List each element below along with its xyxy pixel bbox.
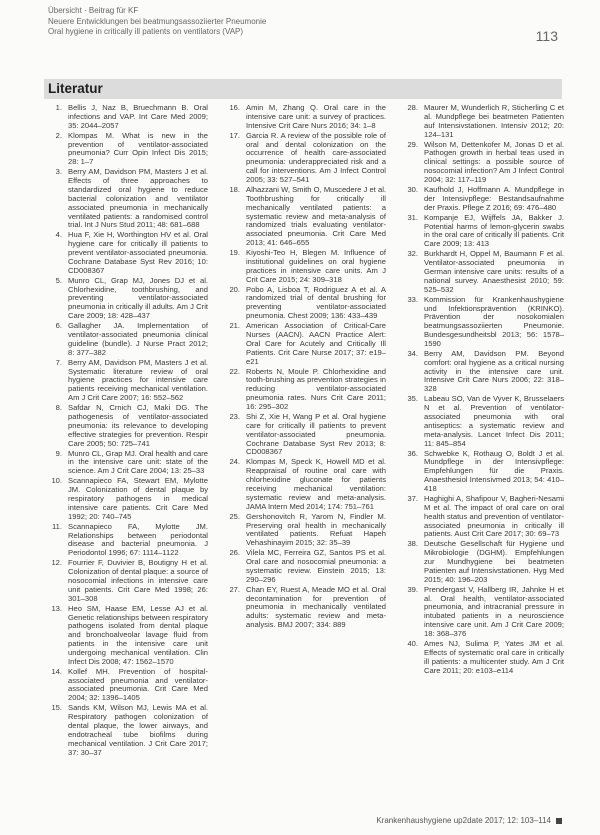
header-line-3: Oral hygiene in critically ill patients on ventilators (VAP)	[48, 27, 244, 36]
section-banner	[44, 79, 562, 99]
reference-text: Munro CL, Grap MJ, Jones DJ et al. Chlorhexidine, toothbrushing, and preventing ventilator-associated pneumonia in critically ill adults. Am J Crit Care 2009; 18: 428–437	[68, 275, 208, 321]
reference-text: Burkhardt H, Oppel M, Baumann F et al. Ventilator-associated pneumonia in German intensive care units: results of a national survey. Anaesthesist 2010; 59: 525–532	[424, 249, 564, 294]
reference-item	[46, 277, 208, 321]
footer-square-icon	[556, 818, 562, 824]
reference-item	[402, 495, 564, 539]
reference-text: Klompas M. What is new in the prevention of ventilator-associated pneumonia? Curr Opin Infect Dis 2015; 28: 1–7	[68, 130, 208, 167]
reference-item	[46, 104, 208, 131]
reference-text: Amin M, Zhang Q. Oral care in the intensive care unit: a survey of practices. Intensive Crit Care Nurs 2016; 34: 1–8	[246, 103, 386, 130]
reference-column-2	[224, 104, 386, 631]
reference-text: Berry AM, Davidson PM, Masters J et al. Effects of three approaches to standardized oral hygiene to reduce bacterial colonization and ventilator associated pneumonia in mechanically ventilated patients: a randomised control trial. Int J Nurs Stud 2011; 48: 681–688	[68, 167, 208, 230]
reference-item	[46, 322, 208, 357]
reference-number: 27.	[229, 584, 240, 594]
section-title: Literatur	[48, 81, 103, 96]
reference-text: Deutsche Gesellschaft für Hygiene und Mikrobiologie (DGHM). Empfehlungen zur Mundhygiene bei beatmeten Patienten auf Intensivstationen. Hyg Med 2015; 40: 196–203	[424, 539, 564, 584]
reference-number: 37.	[407, 493, 418, 503]
reference-text: Fourrier F, Duvivier B, Boutigny H et al. Colonization of dental plaque: a source of nosocomial infections in intensive care unit patients. Crit Care Med 1998; 26: 301–308	[68, 558, 208, 603]
header-line-1: Übersicht · Beitrag für KF	[48, 6, 139, 15]
reference-text: Safdar N, Crnich CJ, Maki DG. The pathogenesis of ventilator-associated pneumonia: its relevance to developing effective strategies for prevention. Respir Care 2005; 50: 725–741	[68, 403, 208, 448]
reference-number: 2.	[55, 130, 62, 140]
reference-item	[224, 249, 386, 284]
reference-item	[46, 168, 208, 230]
reference-text: Kommission für Krankenhaushygiene und Infektionsprävention (KRINKO). Prävention der nosokomialen beatmungsassoziierten Pneumonie. Bundesgesundheitsbl 2013; 56: 1578–1590	[424, 294, 564, 348]
reference-text: Roberts N, Moule P. Chlorhexidine and tooth-brushing as prevention strategies in reducing ventilator-associated pneumonia rates. Nurs Crit Care 2011; 16: 295–302	[246, 366, 386, 411]
reference-number: 23.	[229, 412, 240, 421]
reference-text: Ames NJ, Sulima P, Yates JM et al. Effects of systematic oral care in critically ill patients: a multicenter study. Am J Crit Care 2011; 20: e103–e114	[424, 639, 564, 675]
reference-text: Sands KM, Wilson MJ, Lewis MA et al. Respiratory pathogen colonization of dental plaque, the lower airways, and endotracheal tube biofilms during mechanical ventilation. J Crit Care 2017; 37: 30–37	[68, 703, 208, 757]
reference-item	[224, 286, 386, 321]
reference-item	[46, 450, 208, 477]
reference-item	[46, 359, 208, 403]
reference-number: 31.	[407, 212, 418, 222]
reference-text: Prendergast V, Hallberg IR, Jahnke H et al. Oral health, ventilator-associated pneumonia, and intracranial pressure in intubated patients in a neuroscience intensive care unit. Am J Crit Care 2009; 18: 368–376	[424, 584, 564, 638]
reference-item	[224, 132, 386, 185]
reference-number: 10.	[51, 476, 62, 486]
reference-text: Wilson M, Dettenkofer M, Jonas D et al. Pathogen growth in herbal teas used in clinical settings: a possible source of nosocomial infection? Am J Infect Control 2004; 32: 117–119	[424, 139, 564, 184]
reference-item	[224, 549, 386, 584]
reference-item	[402, 450, 564, 494]
reference-number: 17.	[229, 130, 240, 140]
reference-item	[224, 413, 386, 457]
reference-text: Maurer M, Wunderlich R, Sticherling C et al. Mundpflege bei beatmeten Patienten auf Intensivstationen. Intensiv 2012; 20: 124–131	[424, 103, 564, 139]
reference-number: 5.	[55, 275, 62, 285]
reference-number: 29.	[407, 139, 418, 149]
footer-journal: Krankenhaushygiene up2date 2017; 12: 103–114	[376, 816, 551, 825]
page-footer	[376, 816, 562, 825]
reference-number: 1.	[55, 103, 62, 112]
reference-number: 11.	[52, 521, 62, 531]
reference-number: 9.	[55, 448, 62, 458]
reference-number: 15.	[51, 703, 62, 713]
reference-text: Munro CL, Grap MJ. Oral health and care in the intensive care unit: state of the science. Am J Crit Care 2004; 13: 25–33	[68, 448, 208, 476]
reference-text: Hua F, Xie H, Worthington HV et al. Oral hygiene care for critically ill patients to prevent ventilator-associated pneumonia. Cochrane Database Syst Rev 2016; 10: CD008367	[68, 230, 208, 275]
reference-number: 7.	[55, 357, 62, 367]
reference-text: Schwebke K, Rothaug O, Boldt J et al. Mundpflege in der Intensivpflege: Empfehlungen für die Praxis. Anaesthesiol Intensivmed 2013; 54: 410–418	[424, 448, 564, 493]
reference-text: Chan EY, Ruest A, Meade MO et al. Oral decontamination for prevention of pneumonia in mechanically ventilated adults: systematic review and meta-analysis. BMJ 2007; 334: 889	[246, 584, 386, 630]
reference-item	[46, 231, 208, 275]
reference-number: 33.	[407, 294, 418, 304]
reference-number: 13.	[51, 603, 62, 613]
running-header	[48, 6, 558, 48]
reference-item	[224, 586, 386, 630]
reference-number: 32.	[407, 249, 418, 259]
reference-number: 39.	[407, 584, 418, 594]
reference-text: Berry AM, Davidson PM. Beyond comfort: oral hygiene as a critical nursing activity in the intensive care unit. Intensive Crit Care Nurs 2006; 22: 318–328	[424, 348, 564, 394]
reference-column-1	[46, 104, 208, 759]
reference-text: Haghighi A, Shafipour V, Bagheri-Nesami M et al. The impact of oral care on oral health status and prevention of ventilator-associated pneumonia in critically ill patients. Aust Crit Care 2017; 30: 69–73	[424, 493, 564, 539]
reference-text: Berry AM, Davidson PM, Masters J et al. Systematic literature review of oral hygiene practices for intensive care patients receiving mechanical ventilation. Am J Crit Care 2007; 16: 552–562	[68, 357, 208, 403]
reference-column-3	[402, 104, 564, 677]
reference-text: Bellis J, Naz B, Bruechmann B. Oral infections and VAP. Int Care Med 2009; 35: 2044–2057	[68, 103, 208, 130]
reference-item	[224, 322, 386, 366]
reference-text: Shi Z, Xie H, Wang P et al. Oral hygiene care for critically ill patients to prevent ventilator-associated pneumonia. Cochrane Database Syst Rev 2013; 8: CD008367	[246, 412, 386, 457]
reference-text: American Association of Critical-Care Nurses (AACN). AACN Practice Alert: Oral Care for Acutely and Critically Ill Patients. Crit Care Nurse 2017; 37: e19–e21	[246, 321, 386, 366]
reference-item	[46, 404, 208, 448]
reference-text: Kiyoshi-Teo H, Blegen M. Influence of institutional guidelines on oral hygiene practices in intensive care units. Am J Crit Care 2015; 24: 309–318	[246, 248, 386, 284]
reference-text: Vilela MC, Ferreira GZ, Santos PS et al. Oral care and nosocomial pneumonia: a systematic review. Einstein 2015; 13: 290–296	[246, 548, 386, 584]
reference-text: Kaufhold J, Hoffmann A. Mundpflege in der Intensivpflege: Bestandsaufnahme der Praxis. Pflege Z 2016; 69: 476–480	[424, 184, 564, 212]
reference-number: 30.	[407, 184, 418, 194]
reference-number: 3.	[55, 167, 62, 177]
reference-item	[46, 704, 208, 757]
reference-number: 21.	[229, 321, 240, 331]
reference-item	[402, 214, 564, 249]
reference-item	[46, 668, 208, 703]
reference-number: 14.	[51, 666, 62, 676]
reference-item	[402, 586, 564, 639]
reference-number: 16.	[229, 103, 240, 112]
reference-number: 12.	[51, 558, 62, 568]
reference-text: Alhazzani W, Smith O, Muscedere J et al. Toothbrushing for critically ill mechanically ventilated patients: a systematic review and meta-analysis of randomized trials evaluating ventilator-associated pneumonia. Crit Care Med 2013; 41: 646–655	[246, 184, 386, 248]
reference-number: 20.	[229, 284, 240, 294]
reference-item	[46, 605, 208, 667]
reference-number: 22.	[229, 366, 240, 376]
reference-text: Kompanje EJ, Wijffels JA, Bakker J. Potential harms of lemon-glycerin swabs in the oral care of critically ill patients. Crit Care 2009; 13: 413	[424, 212, 564, 249]
reference-item	[402, 540, 564, 584]
reference-number: 34.	[407, 348, 418, 358]
reference-text: Pobo A, Lisboa T, Rodriguez A et al. A randomized trial of dental brushing for preventing ventilator-associated pneumonia. Chest 2009; 136: 433–439	[246, 284, 386, 321]
reference-text: Heo SM, Haase EM, Lesse AJ et al. Genetic relationships between respiratory pathogens isolated from dental plaque and bronchoalveolar lavage fluid from patients in the intensive care unit undergoing mechanical ventilation. Clin Infect Dis 2008; 47: 1562–1570	[68, 603, 208, 666]
reference-item	[402, 395, 564, 448]
reference-item	[402, 296, 564, 349]
reference-number: 25.	[229, 511, 240, 521]
reference-number: 6.	[55, 321, 62, 331]
reference-text: Scannapieco FA, Stewart EM, Mylotte JM. Colonization of dental plaque by respiratory pathogens in medical intensive care patients. Crit Care Med 1992; 20: 740–745	[68, 476, 208, 521]
reference-number: 35.	[407, 394, 418, 404]
reference-text: Scannapieco FA, Mylotte JM. Relationships between periodontal disease and bacterial pneumonia. J Periodontol 1996; 67: 1114–1122	[68, 521, 208, 558]
reference-item	[46, 132, 208, 167]
reference-item	[224, 368, 386, 412]
reference-item	[224, 458, 386, 511]
reference-item	[402, 104, 564, 139]
reference-number: 8.	[55, 403, 62, 413]
header-line-2: Neuere Entwicklungen bei beatmungsassoziierter Pneumonie	[48, 16, 267, 26]
reference-item	[402, 640, 564, 675]
reference-item	[224, 513, 386, 548]
reference-text: Kollef MH. Prevention of hospital-associated pneumonia and ventilator-associated pneumonia. Crit Care Med 2004; 32: 1396–1405	[68, 666, 208, 703]
reference-number: 28.	[407, 103, 418, 112]
reference-text: Garcia R. A review of the possible role of oral and dental colonization on the occurrence of health care-associated pneumonia: underappreciated risk and a call for interventions. Am J Infect Control 2005; 33: 527–541	[246, 130, 386, 184]
reference-item	[224, 104, 386, 131]
page-number: 113	[535, 28, 558, 44]
reference-item	[402, 186, 564, 213]
reference-number: 26.	[229, 548, 240, 558]
reference-item	[46, 559, 208, 603]
reference-number: 24.	[229, 457, 240, 467]
reference-number: 19.	[229, 248, 240, 258]
reference-number: 38.	[407, 539, 418, 549]
reference-item	[224, 186, 386, 248]
reference-text: Gershonovitch R, Yarom N, Findler M. Preserving oral health in mechanically ventilated patients. Refuat Hapeh Vehashinayim 2015; 32: 35–39	[246, 511, 386, 548]
reference-item	[402, 350, 564, 394]
reference-item	[402, 250, 564, 294]
reference-item	[46, 523, 208, 558]
reference-number: 40.	[407, 639, 418, 649]
reference-number: 4.	[55, 230, 62, 240]
reference-text: Klompas M, Speck K, Howell MD et al. Reappraisal of routine oral care with chlorhexidine gluconate for patients receiving mechanical ventilation: systematic review and meta-analysis. JAMA Intern Med 2014; 174: 751–761	[246, 457, 386, 511]
reference-item	[402, 141, 564, 185]
reference-item	[46, 477, 208, 521]
reference-number: 18.	[229, 184, 240, 194]
reference-number: 36.	[407, 448, 418, 458]
reference-text: Labeau SO, Van de Vyver K, Brusselaers N et al. Prevention of ventilator-associated pneumonia with oral antiseptics: a systematic review and meta-analysis. Lancet Infect Dis 2011; 11: 845–854	[424, 394, 564, 448]
reference-text: Gallagher JA. Implementation of ventilator-associated pneumonia clinical guideline (bundle). J Nurse Pract 2012; 8: 377–382	[68, 321, 208, 357]
